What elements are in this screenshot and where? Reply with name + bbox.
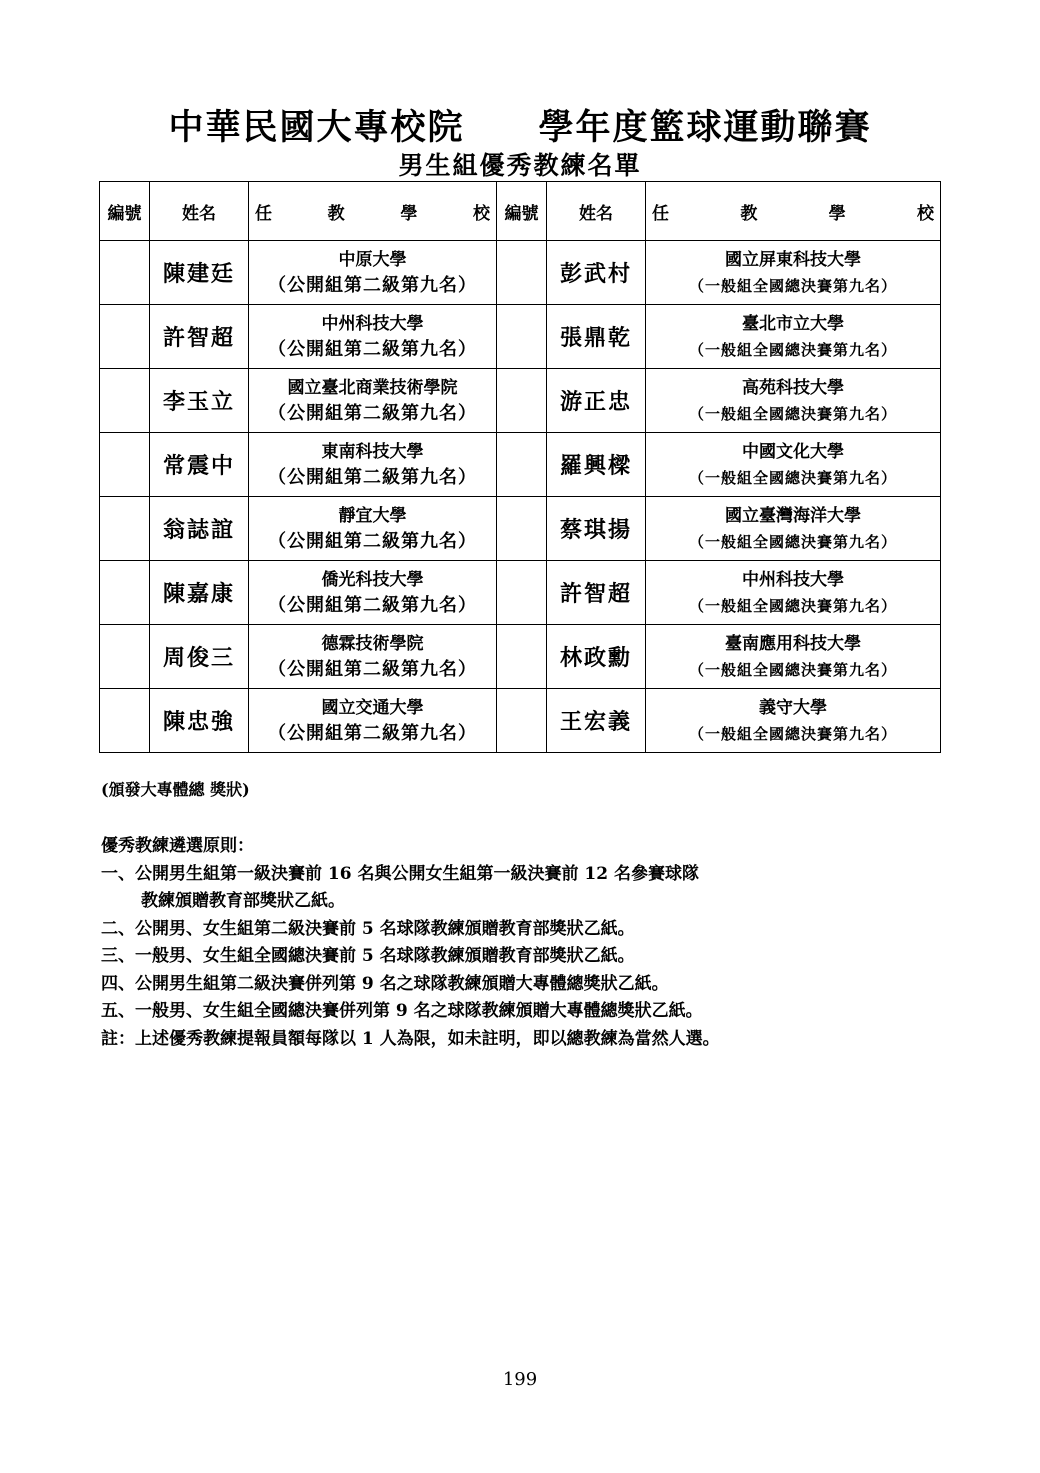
school-name: 義守大學 [759,697,827,718]
school-cell-left [249,433,497,497]
ranking-text: （公開組第二級第九名） [268,338,477,360]
table-header-row [100,182,941,241]
principle-item-continuation: 教練頒贈教育部獎狀乙紙。 [141,891,345,911]
coach-name-right: 彭武村 [547,241,646,305]
school-name: 國立臺北商業技術學院 [287,377,458,398]
school-cell-left [249,497,497,561]
school-name: 臺北市立大學 [742,313,844,334]
school-cell-left [249,561,497,625]
cell-no-left [100,305,150,369]
header-school-char: 校 [916,203,934,224]
cell-no-left [100,625,150,689]
coach-name-right: 王宏義 [547,689,646,753]
school-name: 國立交通大學 [321,697,424,718]
cell-no-left [100,561,150,625]
header-school-char: 學 [828,203,846,224]
school-cell-left [249,689,497,753]
header-no-left: 編號 [100,182,150,241]
cell-no-left [100,369,150,433]
header-school-right [646,182,941,241]
table-row [100,561,941,625]
school-name: 臺南應用科技大學 [725,633,861,654]
table-row [100,625,941,689]
table-row [100,305,941,369]
header-school-char: 學 [400,203,418,224]
ranking-text: （一般組全國總決賽第九名） [688,660,897,679]
principle-item: 一、公開男生組第一級決賽前 16 名與公開女生組第一級決賽前 12 名參賽球隊 [101,863,699,884]
cell-no-right [497,305,547,369]
table-row [100,689,941,753]
school-cell-right [646,561,941,625]
header-school-char: 教 [740,203,758,224]
coach-name-left: 陳忠強 [150,689,249,753]
table-row [100,369,941,433]
school-cell-right [646,241,941,305]
coach-name-left: 許智超 [150,305,249,369]
school-cell-right [646,305,941,369]
page-number: 199 [502,1369,538,1390]
cell-no-right [497,689,547,753]
cell-no-left [100,433,150,497]
coach-name-left: 李玉立 [150,369,249,433]
page-title: 中華民國大專校院 學年度籃球運動聯賽 [168,107,872,148]
header-school-char: 教 [327,203,345,224]
school-cell-right [646,369,941,433]
header-school-char: 校 [472,203,490,224]
school-cell-right [646,433,941,497]
coach-name-right: 林政勳 [547,625,646,689]
school-name: 國立屏東科技大學 [725,249,861,270]
table-row [100,433,941,497]
ranking-text: （一般組全國總決賽第九名） [688,340,897,359]
cell-no-right [497,497,547,561]
principle-note: 註：上述優秀教練提報員額每隊以 1 人為限，如未註明，即以總教練為當然人選。 [101,1028,720,1049]
cell-no-right [497,433,547,497]
school-name: 中原大學 [338,249,407,270]
cell-no-left [100,689,150,753]
header-school-char: 任 [652,203,669,224]
school-name: 國立臺灣海洋大學 [725,505,861,526]
coach-name-left: 周俊三 [150,625,249,689]
school-name: 中國文化大學 [742,441,844,462]
cell-no-right [497,369,547,433]
ranking-text: （一般組全國總決賽第九名） [688,532,897,551]
principle-item: 五、一般男、女生組全國總決賽併列第 9 名之球隊教練頒贈大專體總獎狀乙紙。 [101,1001,703,1021]
ranking-text: （一般組全國總決賽第九名） [688,276,897,295]
cell-no-right [497,625,547,689]
ranking-text: （公開組第二級第九名） [268,402,477,424]
header-name-right: 姓名 [547,182,646,241]
header-school-left [249,182,497,241]
school-name: 高苑科技大學 [742,377,844,398]
school-cell-right [646,625,941,689]
coach-name-right: 羅興樑 [547,433,646,497]
ranking-text: （公開組第二級第九名） [268,658,477,680]
school-cell-left [249,369,497,433]
school-name: 中州科技大學 [742,569,844,590]
school-name: 東南科技大學 [321,441,424,462]
award-note: (頒發大專體總 獎狀) [101,780,250,799]
table-row [100,497,941,561]
cell-no-left [100,241,150,305]
cell-no-right [497,241,547,305]
ranking-text: （公開組第二級第九名） [268,466,477,488]
school-cell-left [249,625,497,689]
coach-name-right: 許智超 [547,561,646,625]
ranking-text: （公開組第二級第九名） [268,530,477,552]
coach-name-right: 蔡琪揚 [547,497,646,561]
coach-name-left: 陳嘉康 [150,561,249,625]
principles-title: 優秀教練遴選原則： [101,836,254,856]
principle-item: 二、公開男、女生組第二級決賽前 5 名球隊教練頒贈教育部獎狀乙紙。 [101,918,635,939]
header-school-char: 任 [255,203,272,224]
school-cell-right [646,497,941,561]
selection-principles [101,833,941,1053]
principle-item: 三、一般男、女生組全國總決賽前 5 名球隊教練頒贈教育部獎狀乙紙。 [101,946,635,966]
school-cell-left [249,241,497,305]
coach-name-left: 陳建廷 [150,241,249,305]
header-no-right: 編號 [497,182,547,241]
ranking-text: （一般組全國總決賽第九名） [688,468,897,487]
school-name: 靜宜大學 [338,505,407,526]
school-name: 僑光科技大學 [321,569,424,590]
coach-name-left: 常震中 [150,433,249,497]
header-name-left: 姓名 [150,182,249,241]
school-name: 德霖技術學院 [321,633,424,654]
school-cell-left [249,305,497,369]
ranking-text: （一般組全國總決賽第九名） [688,404,897,423]
table-row [100,241,941,305]
cell-no-left [100,497,150,561]
ranking-text: （公開組第二級第九名） [268,274,477,296]
coach-name-left: 翁誌誼 [150,497,249,561]
school-cell-right [646,689,941,753]
coach-name-right: 游正忠 [547,369,646,433]
page-subtitle: 男生組優秀教練名單 [398,151,642,180]
ranking-text: （一般組全國總決賽第九名） [688,724,897,743]
ranking-text: （公開組第二級第九名） [268,722,477,744]
school-name: 中州科技大學 [321,313,424,334]
coach-name-right: 張鼎乾 [547,305,646,369]
coach-table [99,181,941,753]
cell-no-right [497,561,547,625]
ranking-text: （公開組第二級第九名） [268,594,477,616]
ranking-text: （一般組全國總決賽第九名） [688,596,897,615]
principle-item: 四、公開男生組第二級決賽併列第 9 名之球隊教練頒贈大專體總獎狀乙紙。 [101,973,669,994]
